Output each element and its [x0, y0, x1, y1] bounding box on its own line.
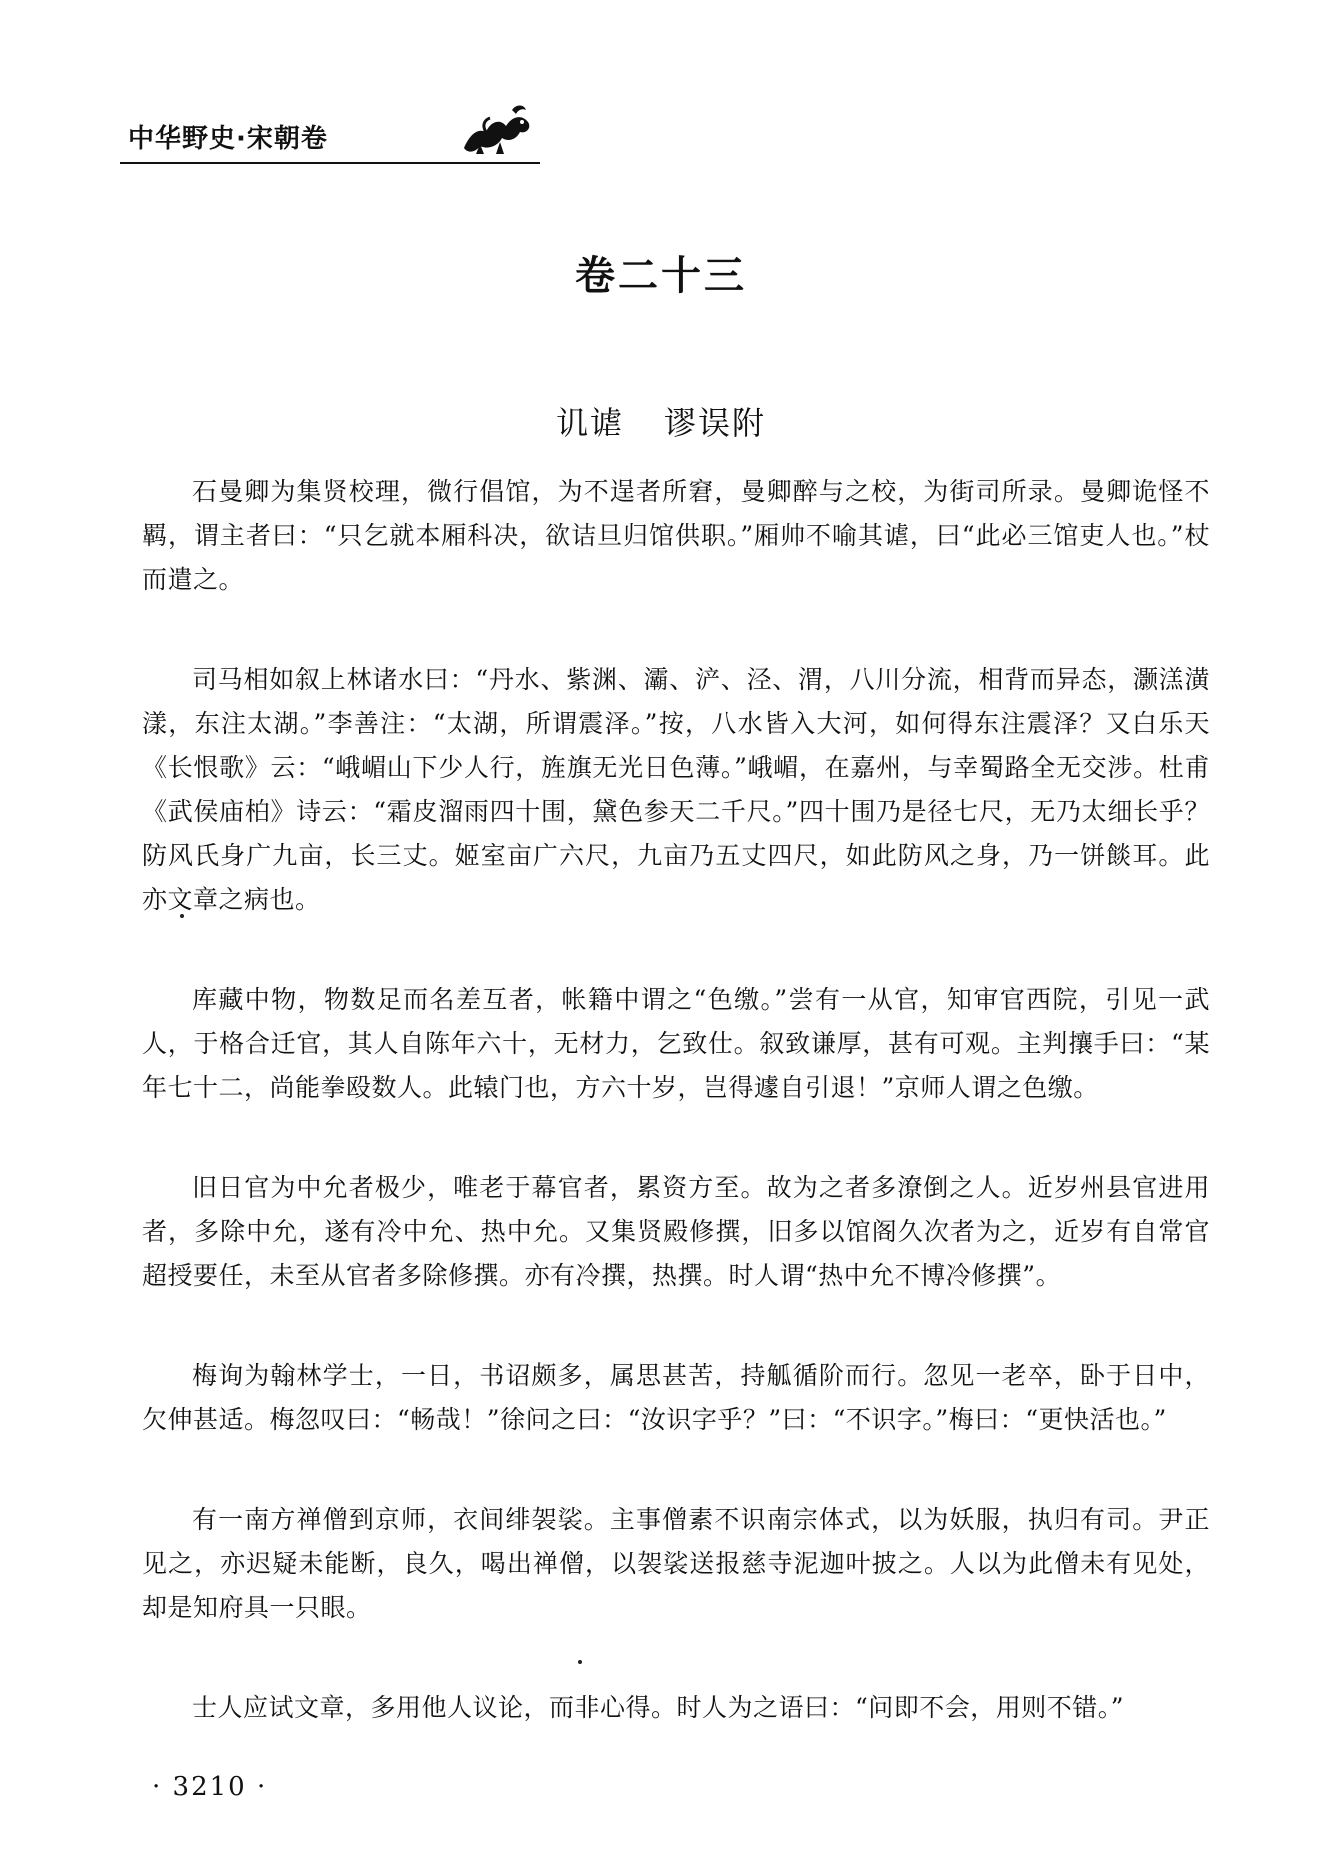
body-text [142, 470, 1210, 1786]
paragraph: 有一南方禅僧到京师，衣间绯袈裟。主事僧素不识南宗体式，以为妖服，执归有司。尹正见之，亦迟疑未能断，良久，喝出禅僧，以袈裟送报慈寺泥迦叶披之。人以为此僧未有见处，却是知府具一只眼。 [142, 1505, 1210, 1622]
series-title: 中华野史·宋朝卷 [128, 124, 328, 154]
section-heading [0, 398, 1322, 444]
paragraph: 旧日官为中允者极少，唯老于幕官者，累资方至。故为之者多潦倒之人。近岁州县官进用者，多除中允，遂有冷中允、热中允。又集贤殿修撰，旧多以馆阁久次者为之，近岁有自常官超授要任，未至从官者多除修撰。亦有冷撰，热撰。时人谓“热中允不博冷修撰”。 [142, 1173, 1210, 1290]
paragraph: 库藏中物，物数足而名差互者，帐籍中谓之“色缴。”尝有一从官，知审官西院，引见一武人，于格合迁官，其人自陈年六十，无材力，乞致仕。叙致谦厚，甚有可观。主判攘手曰：“某年七十二，尚能拳殴数人。此辕门也，方六十岁，岂得遽自引退！”京师人谓之色缴。 [142, 985, 1210, 1102]
dragon-emblem-icon [456, 98, 538, 160]
paragraph: 士人应试文章，多用他人议论，而非心得。时人为之语曰：“问即不会，用则不错。” [192, 1693, 1125, 1722]
running-header [120, 98, 540, 168]
paragraph: 司马相如叙上林诸水曰：“丹水、紫渊、灞、浐、泾、渭，八川分流，相背而异态，灏溔潢漾，东注太湖。”李善注：“太湖，所谓震泽。”按，八水皆入大河，如何得东注震泽？又白乐天《长恨歌》云：“峨嵋山下少人行，旌旗无光日色薄。”峨嵋，在嘉州，与幸蜀路全无交涉。杜甫《武侯庙柏》诗云：“霜皮溜雨四十围，黛色参天二千尺。”四十围乃是径七尺，无乃太细长乎？防风氏身广九亩，长三丈。姬室亩广六尺，九亩乃五丈四尺，如此防风之身，乃一饼餤耳。此亦文章之病也。 [142, 665, 1210, 914]
paragraph: 梅询为翰林学士，一日，书诏颇多，属思甚苦，持觚循阶而行。忽见一老卒，卧于日中，欠伸甚适。梅忽叹曰：“畅哉！”徐问之曰：“汝识字乎？”曰：“不识字。”梅曰：“更快活也。” [142, 1361, 1210, 1434]
page-number: · 3210 · [152, 1772, 268, 1802]
scan-speck [578, 1660, 582, 1664]
section-subtitle: 谬误附 [664, 404, 767, 442]
paragraph: 石曼卿为集贤校理，微行倡馆，为不逞者所窘，曼卿醉与之校，为街司所录。曼卿诡怪不羁，谓主者曰：“只乞就本厢科决，欲诘旦归馆供职。”厢帅不喻其谑，曰“此必三馆吏人也。”杖而遣之。 [142, 477, 1210, 594]
header-rule [120, 162, 540, 164]
volume-title: 卷二十三 [575, 253, 747, 299]
scan-speck [180, 914, 184, 918]
section-title: 讥谑 [555, 404, 624, 442]
